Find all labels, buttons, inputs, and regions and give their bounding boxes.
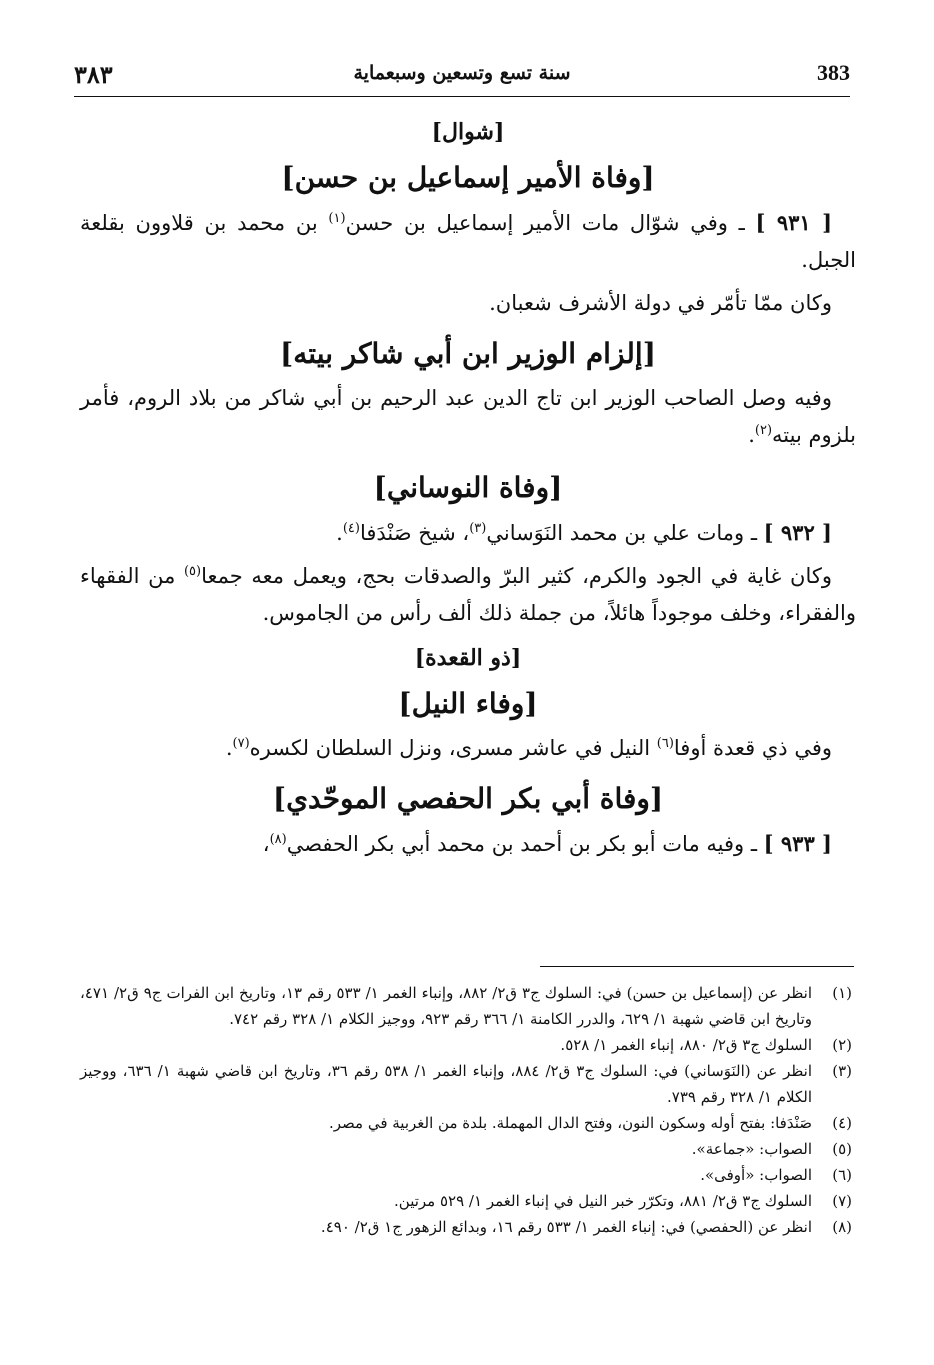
footnote-ref[interactable]: (٧) bbox=[232, 736, 250, 751]
paragraph-text: . bbox=[225, 736, 233, 760]
footnote bbox=[80, 980, 852, 1032]
entry-number: [ ٩٣٣ ] bbox=[763, 831, 832, 856]
month-label-dhu-al-qada: [ذو القعدة] bbox=[414, 645, 522, 671]
footnote bbox=[80, 1188, 852, 1214]
footnote-text: السلوك ج٣ ق٢/ ٨٨٠، إنباء الغمر ١/ ٥٢٨. bbox=[560, 1036, 812, 1054]
footnote bbox=[80, 1162, 852, 1188]
footnote-ref[interactable]: (١) bbox=[328, 211, 346, 226]
entry-933 bbox=[80, 825, 856, 863]
entry-text: ـ وفي شوّال مات الأمير إسماعيل بن حسن bbox=[345, 211, 756, 235]
footnote-marker: (٧) bbox=[832, 1192, 852, 1210]
footnote bbox=[80, 1110, 852, 1136]
footnote-text: صَنْدَفا: بفتح أوله وسكون النون، وفتح الدال المهملة. بلدة من الغربية في مصر. bbox=[328, 1114, 812, 1132]
footnote-marker: (٥) bbox=[832, 1140, 852, 1158]
paragraph-text: وفيه وصل الصاحب الوزير ابن تاج الدين عبد الرحيم بن أبي شاكر من بلاد الروم، فأمر بلزوم بيته bbox=[80, 386, 856, 447]
footnote-ref[interactable]: (٢) bbox=[754, 423, 773, 438]
footnote-marker: (٦) bbox=[832, 1166, 852, 1184]
entry-text: بن محمد بن قلاوون بقلعة الجبل. bbox=[80, 211, 856, 272]
footnote-marker: (٢) bbox=[832, 1036, 852, 1054]
footnote bbox=[80, 1136, 852, 1162]
entry-931 bbox=[80, 204, 856, 279]
entry-932 bbox=[80, 514, 856, 552]
entry-number: [ ٩٣٢ ] bbox=[763, 520, 832, 545]
section-heading-hafsi: [وفاة أبي بكر الحفصي الموحّدي] bbox=[272, 782, 664, 815]
section-heading-ismail: [وفاة الأمير إسماعيل بن حسن] bbox=[281, 161, 655, 194]
footnote-ref[interactable]: (٨) bbox=[269, 832, 287, 847]
footnote-ref[interactable]: (٣) bbox=[469, 521, 487, 536]
paragraph bbox=[80, 558, 856, 632]
page-number: 383 bbox=[817, 60, 850, 85]
footnote-text: انظر عن (الحفصي) في: إنباء الغمر ١/ ٥٣٣ رقم ١٦، وبدائع الزهور ج١ ق٢/ ٤٩٠. bbox=[320, 1218, 812, 1236]
main-text bbox=[80, 112, 856, 869]
section-heading-vizier: [إلزام الوزير ابن أبي شاكر بيته] bbox=[280, 337, 656, 370]
footnote-rule bbox=[540, 966, 854, 967]
paragraph bbox=[80, 730, 856, 767]
footnote-text: الصواب: «جماعة». bbox=[691, 1140, 812, 1158]
month-label-shawwal: [شوال] bbox=[431, 119, 505, 145]
entry-number: [ ٩٣١ ] bbox=[755, 210, 832, 235]
page-header bbox=[74, 60, 850, 94]
page-number-arabic: ٣٨٣ bbox=[74, 60, 113, 89]
footnote-marker: (٤) bbox=[832, 1114, 852, 1132]
paragraph-text: من الفقهاء والفقراء، وخلف موجوداً هائلاً، من جملة ذلك ألف رأس من الجاموس. bbox=[80, 564, 856, 625]
footnote-ref[interactable]: (٦) bbox=[656, 736, 674, 751]
footnote-text: انظر عن (إسماعيل بن حسن) في: السلوك ج٣ ق٢/ ٨٨٢، وإنباء الغمر ١/ ٥٣٣ رقم ١٣، وتاريخ ابن الفرات ج٩ ق٢/ ٤٧١، وتاريخ ابن قاضي شهبة ١/ ٦٢٩، والدرر الكامنة ١/ ٣٦٦ رقم ٩٢٣، ووجيز الكلام ١/ ٣٢٨ رقم ٧٤٢. bbox=[80, 984, 813, 1028]
footnote-marker: (٨) bbox=[832, 1218, 852, 1236]
entry-text: ، شيخ صَنْدَفا bbox=[359, 521, 470, 545]
footnote bbox=[80, 1032, 852, 1058]
section-heading-nawsani: [وفاة النوساني] bbox=[373, 471, 563, 504]
footnote-marker: (١) bbox=[832, 984, 852, 1002]
header-rule bbox=[74, 96, 850, 97]
footnote-text: الصواب: «أوفى». bbox=[700, 1166, 812, 1184]
paragraph-text: . bbox=[748, 423, 755, 447]
section-heading-nile: [وفاء النيل] bbox=[398, 687, 538, 720]
footnote bbox=[80, 1058, 852, 1110]
paragraph bbox=[80, 380, 856, 454]
footnote-text: السلوك ج٣ ق٢/ ٨٨١، وتكرّر خبر النيل في إنباء الغمر ١/ ٥٢٩ مرتين. bbox=[394, 1192, 812, 1210]
footnote bbox=[80, 1214, 852, 1240]
paragraph: وكان ممّا تأمّر في دولة الأشرف شعبان. bbox=[489, 291, 832, 315]
entry-text: ـ وفيه مات أبو بكر بن أحمد بن محمد أبي بكر الحفصي bbox=[286, 832, 764, 856]
entry-text: ، bbox=[262, 832, 270, 856]
footnote-text: انظر عن (النَوَساني) في: السلوك ج٣ ق٢/ ٨٨٤، وإنباء الغمر ١/ ٥٣٨ رقم ٣٦، وتاريخ ابن قاضي شهبة ١/ ٦٣٦، ووجيز الكلام ١/ ٣٢٨ رقم ٧٣٩. bbox=[80, 1062, 812, 1106]
entry-text: . bbox=[336, 521, 343, 545]
paragraph-text: وكان غاية في الجود والكرم، كثير البرّ والصدقات بحج، ويعمل معه جمعا bbox=[201, 564, 832, 588]
footnotes bbox=[80, 980, 852, 1240]
paragraph-text: النيل في عاشر مسرى، ونزل السلطان لكسره bbox=[249, 736, 657, 760]
entry-text: ـ ومات علي بن محمد النَوَساني bbox=[486, 521, 764, 545]
footnote-ref[interactable]: (٥) bbox=[183, 564, 202, 579]
footnote-ref[interactable]: (٤) bbox=[342, 521, 360, 536]
running-title: سنة تسع وتسعين وسبعماية bbox=[353, 62, 571, 84]
paragraph-text: وفي ذي قعدة أوفا bbox=[673, 736, 832, 760]
footnote-marker: (٣) bbox=[832, 1062, 852, 1080]
